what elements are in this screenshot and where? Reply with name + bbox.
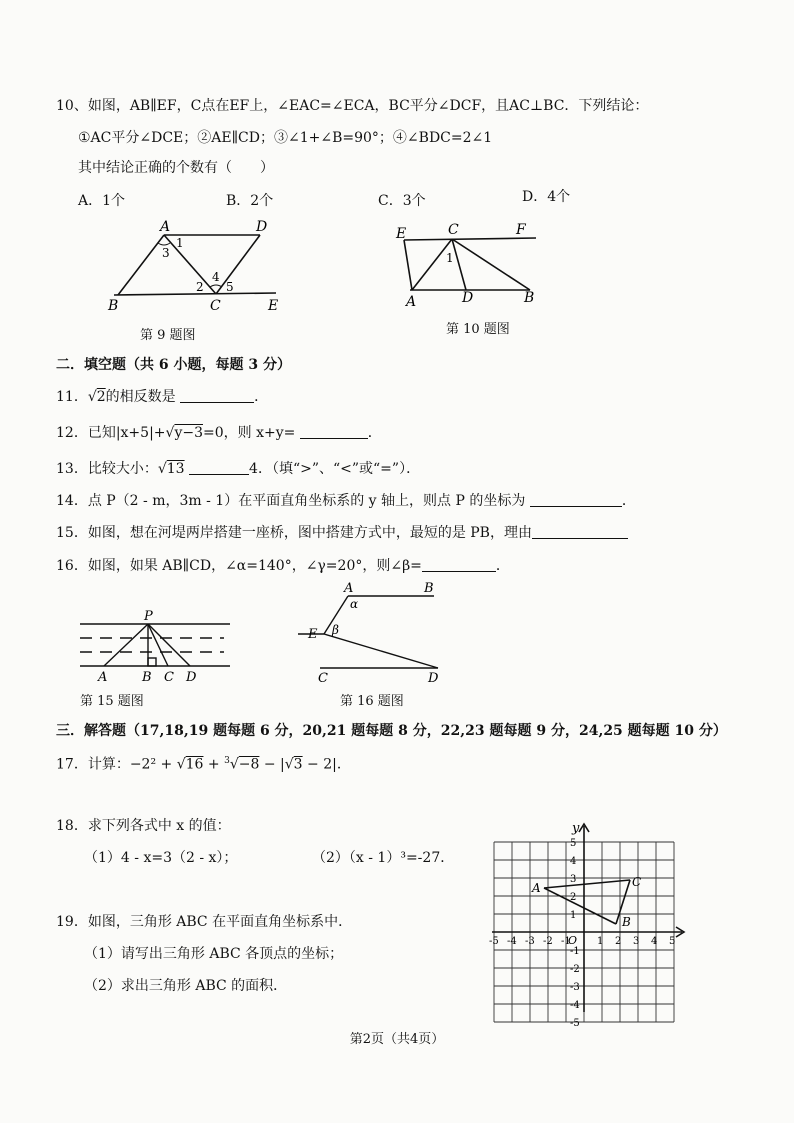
- q18-part-2: （2）（x - 1）³=-27．: [312, 850, 455, 866]
- q13-prefix: 13．比较大小：: [56, 461, 158, 477]
- fig16-label-a: A: [344, 581, 354, 596]
- fig9-label-e: E: [268, 298, 279, 314]
- q14: [56, 491, 636, 511]
- fig9-label-b: B: [108, 298, 119, 314]
- q19-part-1: （1）请写出三角形 ABC 各顶点的坐标；: [84, 946, 344, 962]
- q17-sqrt16: √16: [176, 756, 204, 773]
- q17-prefix: 17．计算：−2² +: [56, 756, 177, 773]
- q17-radicand-3: 3: [293, 756, 303, 773]
- q12-radicand: y−3: [174, 425, 203, 441]
- figure-10: [390, 218, 550, 318]
- q11-end: ．: [254, 389, 269, 405]
- q12-answer-blank[interactable]: [300, 424, 368, 439]
- figure-16-caption: 第 16 题图: [340, 694, 404, 709]
- fig16-label-b: B: [424, 581, 434, 596]
- grid-x-tick-label: 4: [651, 936, 658, 947]
- q11-text: 的相反数是: [105, 389, 176, 405]
- grid-origin-label: O: [568, 934, 578, 947]
- figure-9-caption: 第 9 题图: [140, 328, 196, 343]
- figure-16: [292, 580, 448, 686]
- fig9-label-a: A: [160, 219, 171, 235]
- grid-y-tick-label: 3: [570, 874, 577, 885]
- grid-point-b: B: [622, 915, 631, 929]
- q11-number: 11．: [56, 389, 88, 405]
- q17: [56, 751, 351, 775]
- q13-radicand: 13: [166, 461, 185, 477]
- q11-radicand: 2: [96, 389, 106, 405]
- fig9-angle-5: 5: [226, 280, 234, 294]
- fig9-angle-2: 2: [196, 280, 204, 294]
- q10-stem: 10、如图，AB∥EF，C点在EF上，∠EAC=∠ECA，BC平分∠DCF，且AC⊥BC．下列结论：: [56, 98, 649, 114]
- fig15-label-c: C: [164, 670, 174, 685]
- q13-sqrt: √13: [157, 461, 185, 477]
- fig16-label-d: D: [428, 671, 439, 686]
- fig15-label-d: D: [186, 670, 197, 685]
- q15-answer-blank[interactable]: [532, 524, 628, 539]
- grid-y-tick-label: -1: [570, 946, 580, 957]
- fig16-angle-alpha: α: [350, 597, 359, 611]
- grid-x-tick-label: 5: [669, 936, 676, 947]
- q10-conclusions: ①AC平分∠DCE；②AE∥CD；③∠1+∠B=90°；④∠BDC=2∠1: [78, 130, 493, 146]
- q10-option-a: A．1个: [78, 193, 126, 209]
- q17-minus: − |: [259, 756, 285, 773]
- fig9-angle-1: 1: [176, 236, 184, 250]
- grid-y-tick-label: -2: [570, 964, 580, 975]
- q12: [56, 423, 382, 443]
- q13-answer-blank[interactable]: [189, 460, 249, 475]
- q10-question: 其中结论正确的个数有（ ）: [78, 160, 274, 176]
- q14-text: 14．点 P（2 - m，3m - 1）在平面直角坐标系的 y 轴上，则点 P 的坐标为: [56, 493, 526, 509]
- fig15-label-b: B: [142, 670, 152, 685]
- section-2-heading: 二．填空题（共 6 小题，每题 3 分）: [56, 357, 291, 373]
- q12-mid: =0，则 x+y=: [202, 425, 296, 441]
- q17-cbrt-index: 3: [224, 756, 230, 766]
- fig15-label-p: P: [144, 609, 153, 624]
- q11-sqrt: √2: [87, 389, 106, 405]
- grid-y-label: y: [572, 821, 580, 836]
- grid-x-tick-label: -2: [543, 936, 553, 947]
- grid-x-tick-label: 1: [597, 936, 604, 947]
- q17-cbrt-arg: −8: [238, 756, 260, 773]
- fig9-label-d: D: [256, 219, 268, 235]
- q17-sqrt3: √3: [284, 756, 303, 773]
- q16-text: 16．如图，如果 AB∥CD，∠α=140°，∠γ=20°，则∠β=: [56, 558, 422, 574]
- q10-option-d: D．4个: [522, 189, 571, 205]
- grid-x-tick-label: -4: [507, 936, 517, 947]
- fig10-label-e: E: [396, 226, 407, 242]
- grid-y-tick-label: -3: [570, 982, 580, 993]
- fig16-angle-beta: β: [332, 623, 339, 637]
- q12-sqrt: √y−3: [165, 425, 203, 441]
- q17-end: − 2|．: [302, 756, 351, 773]
- q13: [56, 459, 420, 479]
- q14-end: ．: [621, 493, 636, 509]
- q19-stem: 19．如图，三角形 ABC 在平面直角坐标系中．: [56, 914, 353, 930]
- q17-plus: +: [203, 756, 225, 773]
- grid-point-a: A: [532, 881, 541, 895]
- q14-answer-blank[interactable]: [530, 492, 622, 507]
- q10-option-c: C．3个: [378, 193, 426, 209]
- grid-x-tick-label: -1: [561, 936, 571, 947]
- coordinate-grid: [486, 820, 716, 1029]
- q16: [56, 556, 510, 576]
- fig10-label-d: D: [462, 290, 474, 306]
- fig10-label-f: F: [516, 222, 526, 238]
- grid-x-tick-label: -3: [525, 936, 535, 947]
- figure-10-caption: 第 10 题图: [446, 322, 510, 337]
- fig9-angle-3: 3: [162, 246, 170, 260]
- grid-x-tick-label: -5: [489, 936, 499, 947]
- q12-prefix: 12．已知|x+5|+: [56, 425, 166, 441]
- grid-y-tick-label: 5: [570, 838, 577, 849]
- grid-y-tick-label: 1: [570, 910, 577, 921]
- q11: [56, 387, 268, 407]
- fig16-label-e: E: [308, 627, 318, 642]
- grid-y-tick-label: -5: [570, 1018, 580, 1029]
- grid-x-tick-label: 2: [615, 936, 622, 947]
- q18-part-1: （1）4 - x=3（2 - x）；: [84, 850, 238, 866]
- q18-stem: 18．求下列各式中 x 的值：: [56, 818, 231, 834]
- fig16-label-c: C: [318, 671, 328, 686]
- fig10-label-a: A: [406, 294, 417, 310]
- fig10-label-c: C: [448, 222, 459, 238]
- fig9-angle-4: 4: [212, 270, 220, 284]
- q13-mid: 4．（填“>”、“<”或“=”）．: [249, 461, 421, 477]
- q17-cbrt: √−8: [229, 756, 260, 773]
- q15: [56, 523, 628, 543]
- fig10-angle-1: 1: [446, 251, 454, 265]
- q16-end: ．: [495, 558, 510, 574]
- q16-answer-blank[interactable]: [422, 557, 496, 572]
- q10-option-b: B．2个: [226, 193, 274, 209]
- grid-point-c: C: [632, 875, 642, 889]
- figure-15: [76, 608, 236, 688]
- page-footer: 第2页（共4页）: [349, 1032, 445, 1047]
- figure-9: [100, 215, 300, 315]
- fig15-label-a: A: [98, 670, 108, 685]
- grid-y-tick-label: -4: [570, 1000, 580, 1011]
- figure-15-caption: 第 15 题图: [80, 694, 144, 709]
- fig9-label-c: C: [210, 298, 221, 314]
- q12-end: ．: [367, 425, 382, 441]
- grid-x-tick-label: 3: [633, 936, 640, 947]
- q19-part-2: （2）求出三角形 ABC 的面积．: [84, 978, 288, 994]
- grid-y-tick-label: 2: [570, 892, 577, 903]
- q17-radicand-16: 16: [185, 756, 204, 773]
- section-3-heading: 三．解答题（17,18,19 题每题 6 分，20,21 题每题 8 分，22,23 题每题 9 分，24,25 题每题 10 分）: [56, 723, 727, 739]
- q15-text: 15．如图，想在河堤两岸搭建一座桥，图中搭建方式中，最短的是 PB，理由: [56, 525, 532, 541]
- grid-y-tick-label: 4: [570, 856, 577, 867]
- fig10-label-b: B: [524, 290, 535, 306]
- q11-answer-blank[interactable]: [180, 388, 254, 403]
